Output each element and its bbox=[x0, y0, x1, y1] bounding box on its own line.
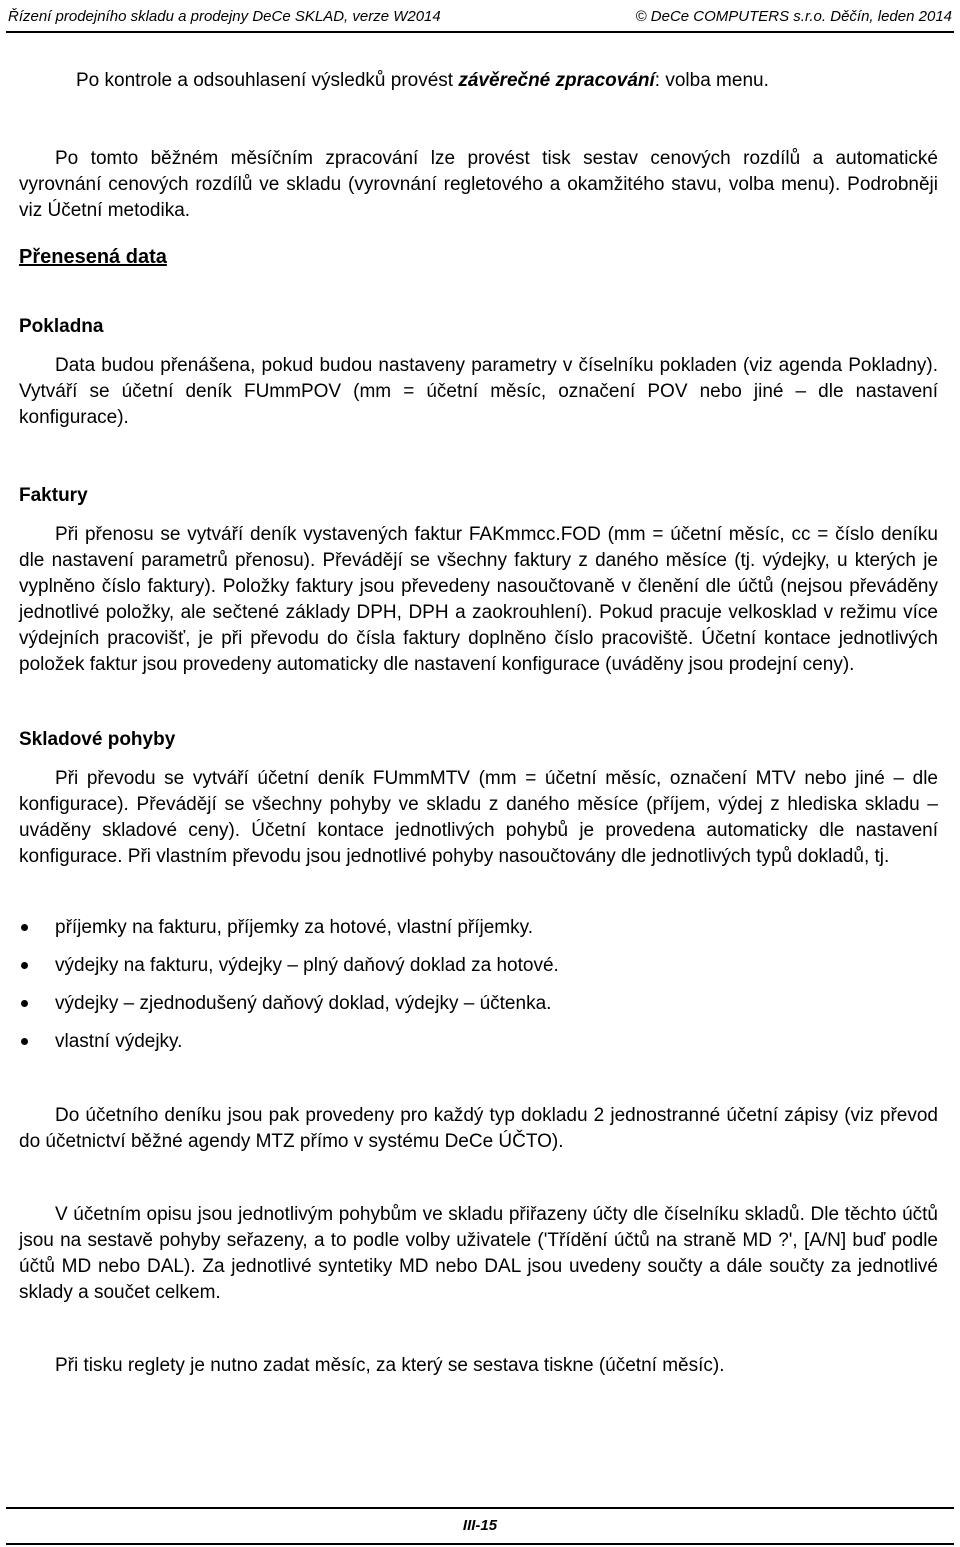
list-item: výdejky na fakturu, výdejky – plný daňový doklad za hotové. bbox=[19, 953, 938, 979]
faktury-paragraph: Při přenosu se vytváří deník vystavených faktur FAKmmcc.FOD (mm = účetní měsíc, cc = číslo deníku dle nastavení parametrů přenosu). Převádějí se všechny faktury z daného měsíce (tj. výdejky, u kterých je vyplněno číslo faktury). Položky faktury jsou převedeny nasoučtovaně v členění dle účtů (nejsou převáděny jednotlivé položky, ale sečtené základy DPH, DPH a zaokrouhlení). Pokud pracuje velkosklad v režimu více výdejních pracovišť, je při převodu do čísla faktury doplněno číslo pracoviště. Účetní kontace jednotlivých položek faktur jsou provedeny automaticky dle nastavení konfigurace (uváděny jsou prodejní ceny). bbox=[19, 524, 938, 675]
intro-text-before: Po kontrole a odsouhlasení výsledků provést bbox=[76, 70, 459, 91]
journal-paragraph: Do účetního deníku jsou pak provedeny pro každý typ dokladu 2 jednostranné účetní zápisy (viz převod do účetnictví běžné agendy MTZ přímo v systému DeCe ÚČTO). bbox=[19, 1105, 938, 1152]
skladove-paragraph: Při převodu se vytváří účetní deník FUmmMTV (mm = účetní měsíc, označení MTV nebo jiné – dle konfigurace). Převádějí se všechny pohyby ve skladu z daného měsíce (příjem, výdej z hlediska skladu – uváděny skladové ceny). Účetní kontace jednotlivých pohybů je provedena automaticky dle nastavení konfigurace. Při vlastním převodu jsou jednotlivé pohyby nasoučtovány dle jednotlivých typů dokladů, tj. bbox=[19, 768, 938, 867]
list-item: vlastní výdejky. bbox=[19, 1029, 938, 1055]
document-body bbox=[19, 68, 938, 1379]
ledger-paragraph: V účetním opisu jsou jednotlivým pohybům ve skladu přiřazeny účty dle číselníku skladů. Dle těchto účtů jsou na sestavě pohyby seřazeny, a to podle volby uživatele ('Třídění účtů na straně MD ?', [A/N] buď podle účtů MD nebo DAL). Za jednotlivé syntetiky MD nebo DAL jsou uvedeny součty a dále součty za jednotlivé sklady a součet celkem. bbox=[19, 1204, 938, 1303]
processing-paragraph: Po tomto běžném měsíčním zpracování lze provést tisk sestav cenových rozdílů a automatické vyrovnání cenových rozdílů ve skladu (vyrovnání regletového a okamžitého stavu, volba menu). Podrobněji viz Účetní metodika. bbox=[19, 148, 938, 221]
pokladna-heading: Pokladna bbox=[19, 316, 104, 337]
bullet-icon bbox=[21, 962, 28, 969]
section-heading: Přenesená data bbox=[19, 246, 167, 268]
intro-text-after: : volba menu. bbox=[654, 70, 769, 91]
header-title: Řízení prodejního skladu a prodejny DeCe SKLAD, verze W2014 bbox=[8, 8, 441, 25]
page-number: III-15 bbox=[462, 1517, 498, 1534]
bullet-icon bbox=[21, 1038, 28, 1045]
list-item: příjemky na fakturu, příjemky za hotové, vlastní příjemky. bbox=[19, 915, 938, 941]
page-footer bbox=[6, 1507, 954, 1545]
skladove-heading: Skladové pohyby bbox=[19, 729, 176, 750]
page-header bbox=[6, 6, 954, 33]
bullet-icon bbox=[21, 1000, 28, 1007]
header-copyright: © DeCe COMPUTERS s.r.o. Děčín, leden 2014 bbox=[635, 8, 952, 25]
print-paragraph: Při tisku reglety je nutno zadat měsíc, za který se sestava tiskne (účetní měsíc). bbox=[55, 1355, 725, 1376]
bullet-icon bbox=[21, 924, 28, 931]
document-type-list bbox=[19, 915, 938, 1055]
intro-paragraph bbox=[19, 68, 938, 94]
faktury-heading: Faktury bbox=[19, 485, 88, 506]
pokladna-paragraph: Data budou přenášena, pokud budou nastaveny parametry v číselníku pokladen (viz agenda Pokladny). Vytváří se účetní deník FUmmPOV (mm = účetní měsíc, označení POV nebo jiné – dle nastavení konfigurace). bbox=[19, 355, 938, 428]
intro-emphasis: závěrečné zpracování bbox=[458, 70, 655, 91]
list-item: výdejky – zjednodušený daňový doklad, výdejky – účtenka. bbox=[19, 991, 938, 1017]
